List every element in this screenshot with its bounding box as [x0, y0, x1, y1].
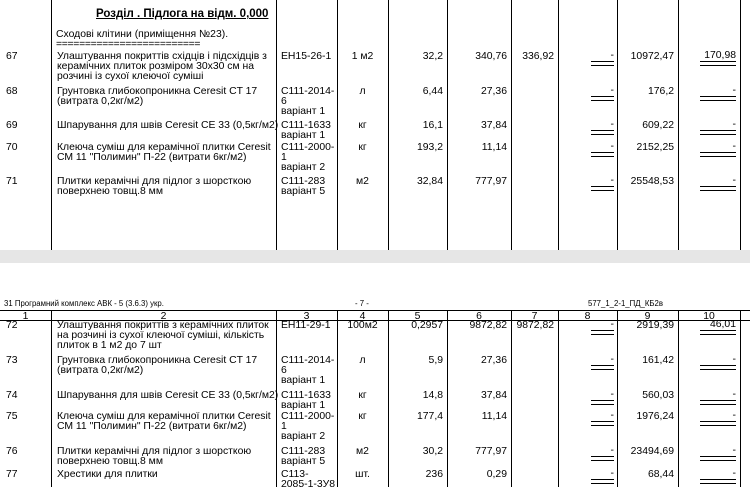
item-wages-total: -	[700, 86, 736, 97]
item-total: 1976,24	[636, 411, 674, 422]
table-vline	[51, 0, 52, 250]
item-total: 2152,25	[636, 142, 674, 153]
item-quantity: 30,2	[422, 446, 443, 457]
item-code: ЕН15-26-1	[281, 51, 332, 62]
item-total: 560,03	[642, 390, 674, 401]
item-total: 161,42	[642, 355, 674, 366]
column-number: 9	[644, 311, 651, 322]
item-blank-line	[591, 134, 614, 135]
item-blank-line	[700, 100, 736, 101]
item-blank-line	[700, 483, 736, 484]
column-number: 7	[531, 311, 538, 322]
item-unit: кг	[358, 411, 367, 422]
row-number: 67	[6, 51, 18, 62]
item-dash: -	[591, 355, 614, 366]
item-description: Хрестики для плитки	[57, 469, 158, 480]
item-code: варіант 1	[281, 400, 326, 411]
table-vline	[678, 0, 679, 250]
item-blank-line	[700, 134, 736, 135]
item-dash: -	[591, 390, 614, 401]
item-description: поверхнею товщ.8 мм	[57, 186, 163, 197]
estimate-page-2	[0, 263, 750, 487]
item-code: 1	[281, 421, 287, 432]
item-unit-price: 37,84	[480, 120, 507, 131]
item-blank-line	[700, 334, 736, 335]
item-wages-total: -	[700, 411, 736, 422]
row-number: 75	[6, 411, 18, 422]
row-number: 77	[6, 469, 18, 480]
item-total: 176,2	[647, 86, 674, 97]
item-description: Плитки керамічні для підлог з шорсткою	[57, 446, 252, 457]
item-quantity: 32,84	[416, 176, 443, 187]
item-description: на розчині із сухої клеючої суміші, кількість	[57, 330, 265, 341]
item-unit-price: 11,14	[481, 411, 507, 422]
item-blank-line	[591, 100, 614, 101]
item-quantity: 16,1	[422, 120, 443, 131]
item-blank-line	[591, 65, 614, 66]
item-quantity: 177,4	[416, 411, 443, 422]
item-total: 23494,69	[630, 446, 674, 457]
item-dash: -	[591, 411, 614, 422]
item-code: варіант 5	[281, 186, 326, 197]
table-vline	[558, 310, 559, 487]
row-number: 68	[6, 86, 18, 97]
item-code: ЕН11-29-1	[281, 320, 331, 331]
item-blank-line	[700, 404, 736, 405]
table-vline	[740, 310, 741, 487]
item-blank-line	[591, 404, 614, 405]
item-blank-line	[591, 190, 614, 191]
column-number: 5	[414, 311, 421, 322]
column-number: 4	[359, 311, 366, 322]
item-quantity: 6,44	[422, 86, 443, 97]
item-description: розчині із сухої клеючої суміші	[57, 71, 204, 82]
item-quantity: 236	[425, 469, 443, 480]
item-code: С111-1633	[281, 390, 331, 401]
item-quantity: 5,9	[428, 355, 443, 366]
item-blank-line	[591, 483, 614, 484]
item-unit: л	[359, 86, 366, 97]
item-unit: м2	[356, 176, 369, 187]
item-code: С111-2000-	[281, 411, 335, 422]
item-blank-line	[591, 369, 614, 370]
item-quantity: 32,2	[422, 51, 443, 62]
item-code: С111-283	[281, 176, 326, 187]
item-blank-line	[700, 460, 736, 461]
program-line: 31 Програмний комплекс АВК - 5 (3.6.3) укр.	[4, 299, 164, 308]
item-total: 68,44	[647, 469, 674, 480]
item-unit: м2	[356, 446, 369, 457]
item-unit: шт.	[355, 469, 370, 480]
item-unit-price: 340,76	[475, 51, 507, 62]
item-code: С111-2014-	[281, 86, 335, 97]
item-description: Клеюча суміш для керамічної плитки Ceresit	[57, 142, 271, 153]
item-code: варіант 1	[281, 106, 326, 117]
item-description: СМ 11 "Полимин" П-22 (витрати 6кг/м2)	[57, 421, 247, 432]
item-code: варіант 1	[281, 375, 326, 386]
separator-line: =========================	[56, 39, 201, 50]
item-blank-line	[591, 156, 614, 157]
item-wages-total: -	[700, 390, 736, 401]
item-wages-total: 170,98	[700, 51, 736, 62]
item-unit-price: 0,29	[486, 469, 507, 480]
item-code: варіант 5	[281, 456, 326, 467]
item-total: 609,22	[642, 120, 674, 131]
item-description: поверхнею товщ.8 мм	[57, 456, 163, 467]
item-blank-line	[700, 369, 736, 370]
item-description: (витрата 0,2кг/м2)	[57, 365, 144, 376]
item-description: Улаштування покриттів з керамічних плиток	[57, 320, 269, 331]
column-number: 6	[476, 311, 482, 322]
item-unit-price: 27,36	[480, 355, 507, 366]
item-code: С111-2000-	[281, 142, 335, 153]
item-unit-price: 27,36	[480, 86, 507, 97]
item-code: 6	[281, 96, 287, 107]
item-description: Шпарування для швів Ceresit CE 33 (0,5кг/м2)	[57, 390, 279, 401]
item-description: Клеюча суміш для керамічної плитки Ceresit	[57, 411, 271, 422]
document-code: 577_1_2-1_ПД_КБ2в	[588, 299, 663, 308]
row-number: 70	[6, 142, 18, 153]
item-description: Грунтовка глибокопроникна Ceresit CT 17	[57, 86, 258, 97]
item-unit-price-wages: 9872,82	[516, 320, 554, 331]
item-description: (витрата 0,2кг/м2)	[57, 96, 144, 107]
item-description: Плитки керамічні для підлог з шорсткою	[57, 176, 252, 187]
table-vline	[511, 310, 512, 487]
item-code: варіант 1	[281, 130, 326, 141]
item-blank-line	[591, 425, 614, 426]
item-code: С111-1633	[281, 120, 331, 131]
item-quantity: 0,2957	[411, 320, 443, 331]
item-quantity: 193,2	[416, 142, 443, 153]
item-dash: -	[591, 320, 614, 331]
item-wages-total: 46,01	[700, 320, 736, 331]
item-code: 6	[281, 365, 287, 376]
item-description: СМ 11 "Полимин" П-22 (витрати 6кг/м2)	[57, 152, 247, 163]
item-code: С113-	[281, 469, 309, 480]
item-code: варіант 2	[281, 431, 326, 442]
item-dash: -	[591, 120, 614, 131]
item-unit-price: 777,97	[475, 176, 507, 187]
item-unit: кг	[358, 120, 367, 131]
row-number: 69	[6, 120, 18, 131]
item-unit-price: 9872,82	[469, 320, 507, 331]
item-blank-line	[700, 156, 736, 157]
item-blank-line	[591, 460, 614, 461]
item-unit: кг	[358, 142, 367, 153]
table-vline	[678, 310, 679, 487]
item-wages-total: -	[700, 446, 736, 457]
item-wages-total: -	[700, 176, 736, 187]
column-number: 10	[703, 311, 715, 322]
item-wages-total: -	[700, 469, 736, 480]
item-code: варіант 2	[281, 162, 326, 173]
item-code: С111-2014-	[281, 355, 335, 366]
item-dash: -	[591, 446, 614, 457]
item-unit: 1 м2	[351, 51, 374, 62]
item-unit-price: 777,97	[475, 446, 507, 457]
item-blank-line	[700, 190, 736, 191]
item-wages-total: -	[700, 142, 736, 153]
column-number: 2	[160, 311, 167, 322]
item-description: керамічних плиток розміром 30x30 см на	[57, 61, 255, 72]
table-vline	[558, 0, 559, 250]
row-number: 72	[6, 320, 18, 331]
page-marker: - 7 -	[355, 299, 369, 308]
row-number: 76	[6, 446, 18, 457]
row-number: 73	[6, 355, 18, 366]
row-number: 71	[6, 176, 18, 187]
column-number: 8	[584, 311, 591, 322]
item-description: Шпарування для швів Ceresit CE 33 (0,5кг/м2)	[57, 120, 279, 131]
item-total: 10972,47	[630, 51, 674, 62]
item-description: плиток в 1 м2 до 7 шт	[57, 340, 162, 351]
table-vline	[740, 0, 741, 250]
row-number: 74	[6, 390, 18, 401]
item-dash: -	[591, 142, 614, 153]
column-number: 3	[303, 311, 310, 322]
section-title: Розділ . Підлога на відм. 0,000	[96, 8, 269, 20]
item-unit-price: 11,14	[481, 142, 507, 153]
item-description: Грунтовка глибокопроникна Ceresit CT 17	[57, 355, 258, 366]
item-wages-total: -	[700, 120, 736, 131]
item-dash: -	[591, 469, 614, 480]
item-unit: л	[359, 355, 366, 366]
section-subtitle: Сходові клітини (приміщення №23).	[56, 29, 229, 40]
item-blank-line	[700, 425, 736, 426]
item-dash: -	[591, 176, 614, 187]
column-number: 1	[22, 311, 29, 322]
table-vline	[51, 310, 52, 487]
item-unit-price-wages: 336,92	[522, 51, 554, 62]
item-total: 2919,39	[636, 320, 674, 331]
item-description: Улаштування покриттів східців і підсхідців з	[57, 51, 267, 62]
item-code: 2085-1-3У8	[281, 479, 335, 487]
item-dash: -	[591, 86, 614, 97]
item-unit: 100м2	[347, 320, 378, 331]
item-total: 25548,53	[630, 176, 674, 187]
table-vline	[511, 0, 512, 250]
item-unit: кг	[358, 390, 367, 401]
item-blank-line	[700, 65, 736, 66]
item-quantity: 14,8	[422, 390, 443, 401]
item-unit-price: 37,84	[480, 390, 507, 401]
item-wages-total: -	[700, 355, 736, 366]
item-blank-line	[591, 334, 614, 335]
item-code: 1	[281, 152, 287, 163]
item-dash: -	[591, 51, 614, 62]
item-code: С111-283	[281, 446, 326, 457]
